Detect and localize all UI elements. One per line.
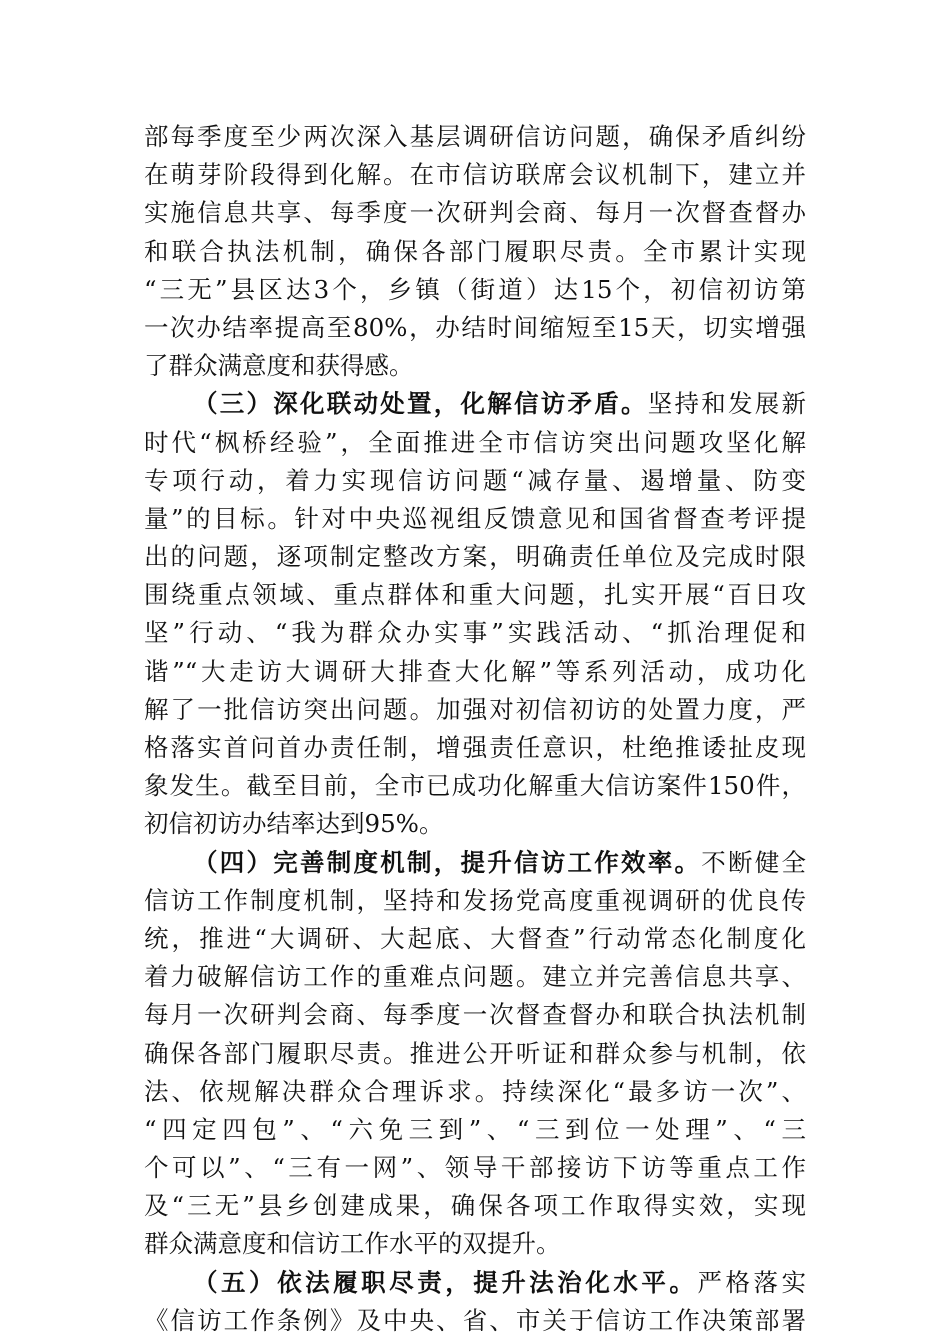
text-line: 围绕重点领域、重点群体和重大问题，扎实开展“百日攻 <box>144 580 806 610</box>
text-line <box>144 1264 806 1302</box>
text-line: 在萌芽阶段得到化解。在市信访联席会议机制下，建立并 <box>144 160 806 190</box>
text-line: 《信访工作条例》及中央、省、市关于信访工作决策部署 <box>144 1305 806 1335</box>
text-line: 象发生。截至目前，全市已成功化解重大信访案件150件， <box>144 771 806 801</box>
text-line <box>144 385 806 423</box>
text-line: 确保各部门履职尽责。推进公开听证和群众参与机制，依 <box>144 1038 806 1068</box>
text-line: “三无”县区达3个，乡镇（街道）达15个，初信初访第 <box>144 274 806 304</box>
text-line: 量”的目标。针对中央巡视组反馈意见和国省督查考评提 <box>144 503 806 533</box>
text-run: 严格落实 <box>697 1267 806 1297</box>
text-line: 出的问题，逐项制定整改方案，明确责任单位及完成时限 <box>144 542 806 572</box>
text-line: 初信初访办结率达到95%。 <box>144 809 444 839</box>
text-line: 坚”行动、“我为群众办实事”实践活动、“抓治理促和 <box>144 618 806 648</box>
text-line: 每月一次研判会商、每季度一次督查督办和联合执法机制 <box>144 1000 806 1030</box>
paragraph-4 <box>144 1264 806 1340</box>
text-line: 了群众满意度和获得感。 <box>144 351 414 381</box>
section-heading: （五）依法履职尽责，提升法治化水平。 <box>193 1267 698 1297</box>
text-line: 个可以”、“三有一网”、领导干部接访下访等重点工作 <box>144 1153 806 1183</box>
text-line: 统，推进“大调研、大起底、大督查”行动常态化制度化 <box>144 923 806 953</box>
text-line: 及“三无”县乡创建成果，确保各项工作取得实效，实现 <box>144 1191 806 1221</box>
text-line: 着力破解信访工作的重难点问题。建立并完善信息共享、 <box>144 962 806 992</box>
text-line <box>144 844 806 882</box>
text-line: 解了一批信访突出问题。加强对初信初访的处置力度，严 <box>144 694 806 724</box>
paragraph-3 <box>144 844 806 1264</box>
text-line: 专项行动，着力实现信访问题“减存量、遏增量、防变 <box>144 465 806 495</box>
text-line: “四定四包”、“六免三到”、“三到位一处理”、“三 <box>144 1114 806 1144</box>
paragraph-2 <box>144 385 806 843</box>
text-line: 和联合执法机制，确保各部门履职尽责。全市累计实现 <box>144 236 806 266</box>
text-line: 一次办结率提高至80%，办结时间缩短至15天，切实增强 <box>144 312 806 342</box>
text-run: 坚持和发展新 <box>647 389 806 419</box>
text-line: 法、依规解决群众合理诉求。持续深化“最多访一次”、 <box>144 1076 806 1106</box>
document-body <box>144 118 806 1340</box>
text-line: 谐”“大走访大调研大排查大化解”等系列活动，成功化 <box>144 656 806 686</box>
text-line: 实施信息共享、每季度一次研判会商、每月一次督查督办 <box>144 198 806 228</box>
text-run: 不断健全 <box>701 847 806 877</box>
section-heading: （三）深化联动处置，化解信访矛盾。 <box>193 389 648 419</box>
text-line: 信访工作制度机制，坚持和发扬党高度重视调研的优良传 <box>144 885 806 915</box>
paragraph-1 <box>144 118 806 385</box>
text-line: 群众满意度和信访工作水平的双提升。 <box>144 1229 561 1259</box>
text-line: 格落实首问首办责任制，增强责任意识，杜绝推诿扯皮现 <box>144 733 806 762</box>
text-line: 时代“枫桥经验”，全面推进全市信访突出问题攻坚化解 <box>144 427 806 457</box>
section-heading: （四）完善制度机制，提升信访工作效率。 <box>193 847 702 877</box>
text-line: 部每季度至少两次深入基层调研信访问题，确保矛盾纠纷 <box>144 122 806 151</box>
